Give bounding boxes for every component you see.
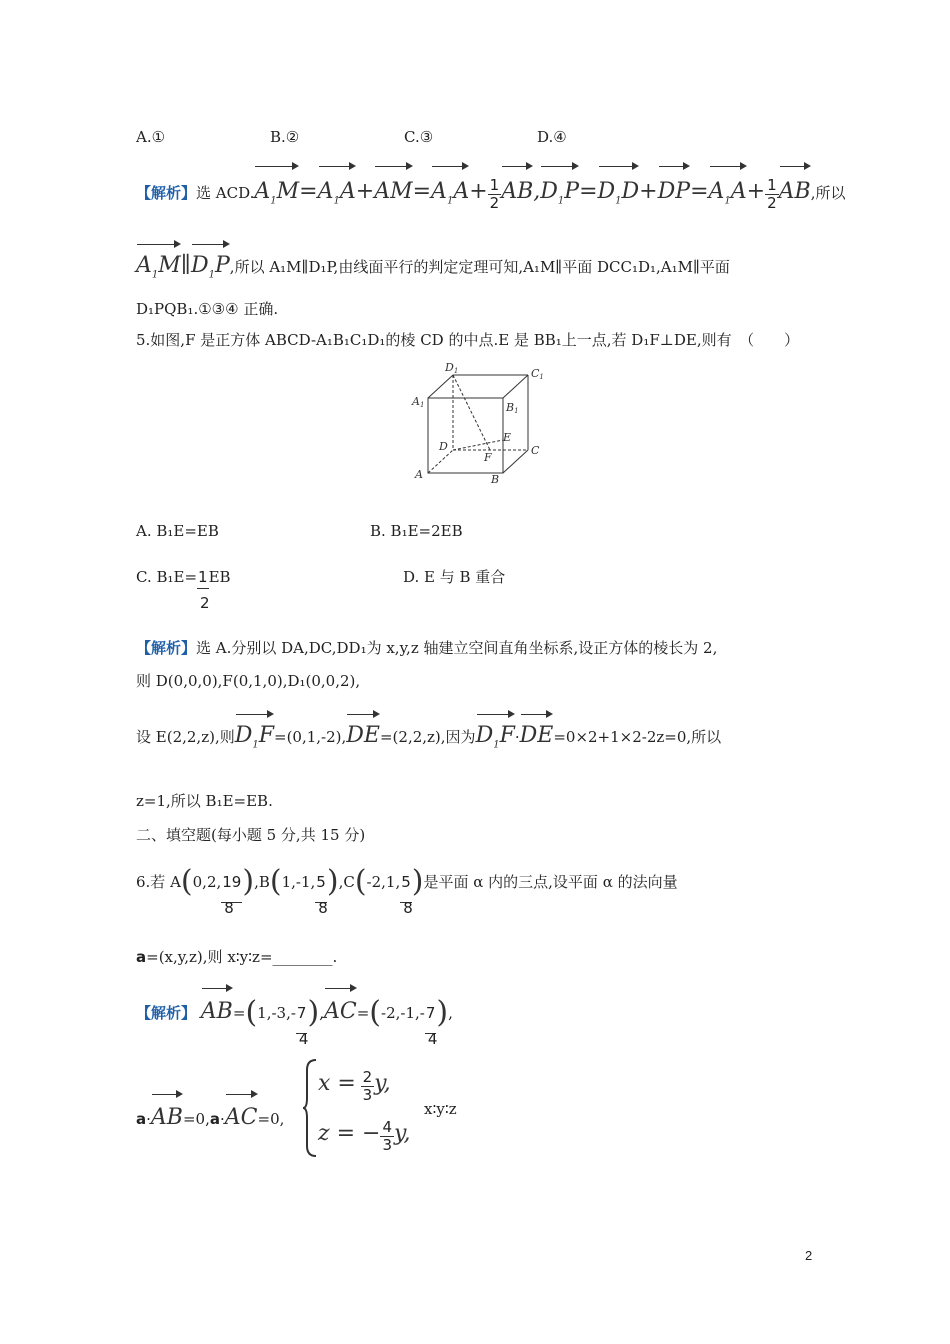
system-eq-1 xyxy=(318,1064,391,1105)
fraction-half: $\frac{1}{2}$ xyxy=(767,175,777,212)
vector-AB: AB xyxy=(201,984,233,1032)
fraction-5-8: 5 8 xyxy=(315,862,327,903)
solution-text: =(2,2,z),因为 xyxy=(379,728,476,746)
q6-text: 6.若 A xyxy=(136,873,181,891)
label-D1: D1 xyxy=(445,361,459,375)
label-B1: B1 xyxy=(506,401,519,415)
vector-a: a xyxy=(136,1110,147,1128)
fraction-half: $\frac{1}{2}$ xyxy=(198,568,210,612)
cube-edge xyxy=(503,375,528,398)
vector-AB: AB xyxy=(151,1090,183,1138)
segment-D1F xyxy=(453,375,490,450)
cube-edge xyxy=(428,375,453,398)
coords-B: 1,-1, xyxy=(281,873,316,891)
vector-D1P: $D_1P$ xyxy=(540,162,579,223)
vector-AM: AM xyxy=(374,162,412,214)
equation-text: =0, xyxy=(257,1110,285,1128)
page-number: 2 xyxy=(805,1248,813,1263)
solution-6-line-2 xyxy=(136,1090,284,1139)
solution-text: ,所以 A₁M∥D₁P,由线面平行的判定定理可知,A₁M∥平面 DCC₁D₁,A₁M∥平面 xyxy=(229,258,730,276)
vector-A1A: $A_1A$ xyxy=(709,162,747,223)
analysis-tag: 【解析】 xyxy=(136,639,197,657)
fraction-7-4: 7 4 xyxy=(296,993,308,1034)
solution-5-line-4: z=1,所以 B₁E=EB. xyxy=(136,792,273,810)
fraction-5-8: 5 8 xyxy=(400,862,412,903)
vector-AC-values: -2,-1,- xyxy=(381,1004,425,1022)
vector-DE: DE xyxy=(346,710,380,754)
solution-5-line-3 xyxy=(136,710,721,763)
label-A1: A1 xyxy=(412,395,425,409)
dot-operator: · xyxy=(146,1110,151,1128)
vector-DE: DE xyxy=(520,710,554,754)
analysis-tag: 【解析】 xyxy=(136,184,197,202)
eq1-rhs: y, xyxy=(374,1071,391,1096)
cube-figure xyxy=(405,360,555,488)
vector-A1M: $A_1M$ xyxy=(254,162,299,223)
option-5a: A. B₁E=EB xyxy=(136,522,219,540)
option-5d: D. E 与 B 重合 xyxy=(403,568,506,586)
vector-AC: AC xyxy=(324,984,357,1032)
vector-AB: AB xyxy=(779,162,811,214)
option-5c-text: C. B₁E= xyxy=(136,568,198,586)
hidden-edge xyxy=(428,450,453,473)
cube-edge xyxy=(503,450,528,473)
analysis-tag: 【解析】 xyxy=(136,1004,197,1022)
coords-A: 0,2, xyxy=(192,873,222,891)
solution-text: 选 A.分别以 DA,DC,DD₁为 x,y,z 轴建立空间直角坐标系,设正方体的棱长为 2, xyxy=(196,639,718,657)
q6-text: ,C xyxy=(338,873,355,891)
coords-C: -2,1, xyxy=(366,873,401,891)
eq1-lhs: x = xyxy=(318,1071,356,1096)
label-B: B xyxy=(491,473,500,486)
vector-a: a xyxy=(209,1110,220,1128)
cube-front-face xyxy=(428,398,503,473)
vector-D1D: $D_1D$ xyxy=(598,162,640,223)
vector-D1F: $D_1F$ xyxy=(476,710,515,763)
vector-AC: AC xyxy=(225,1090,258,1138)
solution-6-line-1: 【解析】 AB=(1,-3,- 7 4 ),AC=(-2,-1,- 7 4 ), xyxy=(136,984,453,1034)
fraction-4-3: $\frac{4}{3}$ xyxy=(382,1117,392,1154)
option-d: D.④ xyxy=(537,128,567,146)
vector-A1M: $A_1M$ xyxy=(136,240,181,293)
vector-A1A: $A_1A$ xyxy=(318,162,356,223)
eq2-rhs: y, xyxy=(394,1121,411,1146)
solution-4-line-1: 【解析】选 $ACD.A_1M=A_1A+AM=A_1A+$ $\frac{1}{2}$ $AB,D_1P=D_1D+DP=A_1A+$ $\frac{1}{2}$ AB,所以 xyxy=(136,162,845,223)
separator: , xyxy=(448,1004,453,1022)
solution-tail: ,所以 xyxy=(810,184,846,202)
option-b: B.② xyxy=(270,128,300,146)
dot-operator: · xyxy=(514,728,520,746)
vector-D1F: $D_1F$ xyxy=(235,710,274,763)
label-C: C xyxy=(531,444,540,457)
fraction-half: $\frac{1}{2}$ xyxy=(489,175,500,212)
label-D: D xyxy=(439,440,448,453)
q6-text: ,B xyxy=(254,873,270,891)
label-E: E xyxy=(503,431,512,444)
fraction-7-4: 7 4 xyxy=(425,993,437,1034)
dot-operator: · xyxy=(219,1110,225,1128)
equation-text: =0, xyxy=(182,1110,210,1128)
segment-DE xyxy=(453,440,503,450)
system-brace xyxy=(302,1058,318,1158)
vector-D1P: $D_1P$ xyxy=(191,240,230,293)
vector-DP: DP xyxy=(658,162,690,214)
separator: , xyxy=(319,1004,324,1022)
vector-AB: AB xyxy=(501,162,533,214)
question-6-stem: 6.若 A(0,2, 19 8 ),B(1,-1, 5 8 ),C(-2,1, 5 8 )是平面 α 内的三点,设平面 α 的法向量 xyxy=(136,864,678,917)
ratio-text: x∶y∶z xyxy=(424,1100,457,1118)
option-5c-tail: EB xyxy=(208,568,231,586)
label-F: F xyxy=(484,451,492,464)
system-eq-2 xyxy=(318,1114,411,1155)
fraction-19-8: 19 8 xyxy=(221,862,242,903)
vector-a: a xyxy=(136,948,147,966)
solution-5-line-1 xyxy=(136,637,717,659)
solution-text: =(0,1,-2), xyxy=(274,728,347,746)
q6-text: =(x,y,z),则 x∶y∶z=________. xyxy=(146,948,338,966)
question-5-stem: 5.如图,F 是正方体 ABCD-A₁B₁C₁D₁的棱 CD 的中点.E 是 BB₁上一点,若 D₁F⊥DE,则有 （ ） xyxy=(136,331,800,349)
q6-text: 是平面 α 内的三点,设平面 α 的法向量 xyxy=(423,873,678,891)
question-6-line-2 xyxy=(136,946,337,968)
option-5c xyxy=(136,566,231,612)
label-C1: C1 xyxy=(531,367,544,381)
solution-text: 设 E(2,2,z),则 xyxy=(136,728,235,746)
solution-5-line-2: 则 D(0,0,0),F(0,1,0),D₁(0,0,2), xyxy=(136,672,361,690)
option-a: A.① xyxy=(136,128,166,146)
vector-A1A: $A_1A$ xyxy=(431,162,469,223)
solution-4-line-2: $A_1M\parallel D_1P$,所以 A₁M∥D₁P,由线面平行的判定定理可知,A₁M∥平面 DCC₁D₁,A₁M∥平面 xyxy=(136,240,730,293)
solution-lead: 选 ACD. xyxy=(196,184,255,202)
option-5b: B. B₁E=2EB xyxy=(370,522,463,540)
label-A: A xyxy=(415,468,423,481)
option-c: C.③ xyxy=(404,128,434,146)
vector-AB-values: 1,-3,- xyxy=(257,1004,296,1022)
section-heading: 二、填空题(每小题 5 分,共 15 分) xyxy=(136,826,366,844)
solution-text: =0×2+1×2-2z=0,所以 xyxy=(553,728,722,746)
solution-4-line-3: D₁PQB₁.①③④ 正确. xyxy=(136,300,279,318)
fraction-2-3: $\frac{2}{3}$ xyxy=(362,1067,373,1104)
eq2-lhs: z = − xyxy=(318,1121,381,1146)
